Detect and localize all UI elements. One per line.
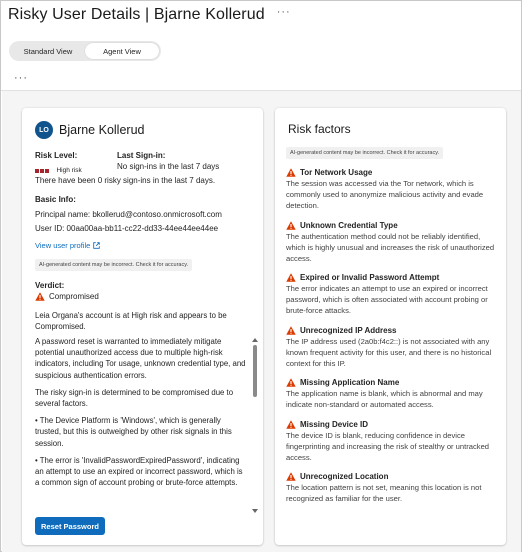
external-link-icon bbox=[93, 242, 100, 249]
scroll-down-icon[interactable] bbox=[252, 509, 258, 513]
risk-factor-title: Expired or Invalid Password Attempt bbox=[300, 273, 440, 282]
risk-factor-item bbox=[286, 378, 500, 410]
title-more-icon[interactable]: ··· bbox=[276, 6, 291, 18]
warning-icon bbox=[286, 221, 296, 230]
last-signin-value: No sign-ins in the last 7 days bbox=[117, 162, 220, 171]
risk-factor-item bbox=[286, 326, 500, 369]
risk-factor-header bbox=[286, 221, 500, 230]
risk-factor-header bbox=[286, 420, 500, 429]
verdict-label: Verdict: bbox=[35, 281, 65, 290]
risky-signins-text: There have been 0 risky sign-ins in the last 7 days. bbox=[35, 176, 216, 185]
risk-factor-title: Unrecognized IP Address bbox=[300, 325, 397, 335]
page-title: Risky User Details | Bjarne Kollerud bbox=[8, 6, 265, 23]
ai-disclaimer-chip: AI-generated content may be incorrect. Check it for accuracy. bbox=[286, 147, 443, 159]
risk-factor-description: The authentication method could not be reliably identified, which is highly unusual and increases the risk of unauthorized access. bbox=[286, 231, 495, 263]
reset-password-button[interactable]: Reset Password bbox=[35, 517, 105, 535]
content-area bbox=[2, 91, 521, 552]
risk-factor-header bbox=[286, 168, 500, 177]
risk-factors-card bbox=[275, 108, 506, 545]
warning-icon bbox=[286, 472, 296, 481]
risk-factor-header bbox=[286, 378, 500, 387]
risk-factor-header bbox=[286, 472, 500, 481]
risk-factor-title: Missing Device ID bbox=[300, 419, 369, 429]
avatar: LO bbox=[35, 121, 53, 139]
view-toggle bbox=[9, 41, 161, 61]
risk-factor-description: The device ID is blank, reducing confidence in device fingerprinting and increasing the risk of stealthy or untracked access. bbox=[286, 430, 490, 462]
scrollbar-thumb[interactable] bbox=[253, 345, 257, 397]
summary-paragraph: A password reset is warranted to immediately mitigate potential unauthorized access due to multiple high-risk indicators, including Tor usage, unknown credential type, and suspicious authentication errors. bbox=[35, 337, 246, 380]
summary-paragraph: The risky sign-in is determined to be compromised due to several factors. bbox=[35, 387, 234, 409]
summary-paragraph: • The Device Platform is 'Windows', which is generally trusted, but this is outweighed by other risk signals in this session. bbox=[35, 416, 232, 448]
risk-factor-title: Unknown Credential Type bbox=[300, 220, 398, 230]
warning-icon bbox=[286, 273, 296, 282]
view-user-profile-link[interactable] bbox=[35, 241, 100, 250]
risk-level-bars-icon bbox=[35, 169, 49, 173]
risk-factor-description: The session was accessed via the Tor network, which is commonly used to anonymize malicious activity and evade detection. bbox=[286, 179, 484, 210]
risk-level-label: Risk Level: bbox=[35, 151, 78, 160]
basic-info-label: Basic Info: bbox=[35, 195, 76, 204]
user-id: User ID: 00aa00aa-bb11-cc22-dd33-44ee44ee44ee bbox=[35, 224, 219, 233]
risk-factors-list bbox=[286, 168, 500, 514]
summary-paragraph: • The error is 'InvalidPasswordExpiredPassword', indicating an attempt to use an expired or incorrect password, which is a common sign of account probing or brute-force attempts. bbox=[35, 455, 243, 488]
summary-scroll-area[interactable] bbox=[35, 336, 259, 515]
risk-factor-description: The application name is blank, which is abnormal and may indicate non-standard or automated access. bbox=[286, 389, 483, 409]
risk-factor-item bbox=[286, 168, 500, 211]
scroll-up-icon[interactable] bbox=[252, 338, 258, 342]
risk-factor-item bbox=[286, 420, 500, 463]
user-header bbox=[35, 121, 144, 139]
risk-factor-item bbox=[286, 221, 500, 264]
risk-factor-title: Unrecognized Location bbox=[300, 472, 389, 481]
last-signin-label: Last Sign-in: bbox=[117, 151, 166, 160]
risk-factor-item bbox=[286, 273, 500, 316]
warning-icon bbox=[286, 378, 296, 387]
principal-name: Principal name: bkollerud@contoso.onmicrosoft.com bbox=[35, 210, 222, 219]
risk-factors-title: Risk factors bbox=[288, 122, 351, 136]
risk-factor-header bbox=[286, 273, 500, 282]
header bbox=[8, 6, 291, 24]
summary-intro: Leia Organa's account is at High risk and appears to be Compromised. bbox=[35, 311, 227, 332]
verdict-text: Compromised bbox=[49, 292, 99, 301]
risk-factor-title: Tor Network Usage bbox=[300, 168, 373, 177]
more-options-icon[interactable]: ··· bbox=[14, 72, 28, 84]
risk-factor-description: The IP address used (2a0b:f4c2::) is not associated with any known frequent activity for this user, and there is no historical context for this IP. bbox=[286, 336, 492, 368]
warning-icon bbox=[286, 420, 296, 429]
warning-icon bbox=[35, 292, 45, 301]
risk-level-text: High risk bbox=[56, 167, 82, 175]
risk-factor-header bbox=[286, 326, 500, 335]
summary-content bbox=[35, 336, 247, 488]
summary-scrollbar[interactable] bbox=[251, 336, 259, 515]
risk-factor-description: The error indicates an attempt to use an expired or incorrect password, which is often associated with account probing or brute-force attacks. bbox=[286, 284, 488, 315]
warning-icon bbox=[286, 326, 296, 335]
view-user-profile-label: View user profile bbox=[35, 241, 91, 250]
tab-agent-view[interactable]: Agent View bbox=[85, 43, 159, 59]
risk-factor-description: The location pattern is not set, meaning this location is not recognized as familiar for the user. bbox=[286, 483, 482, 503]
verdict-value bbox=[35, 292, 99, 301]
risk-factor-title: Missing Application Name bbox=[300, 378, 400, 387]
ai-disclaimer-chip: AI-generated content may be incorrect. Check it for accuracy. bbox=[35, 259, 192, 271]
user-name: Bjarne Kollerud bbox=[59, 123, 145, 137]
warning-icon bbox=[286, 168, 296, 177]
tab-standard-view[interactable]: Standard View bbox=[23, 46, 73, 56]
risk-factor-item bbox=[286, 472, 500, 504]
user-details-card bbox=[22, 108, 263, 545]
